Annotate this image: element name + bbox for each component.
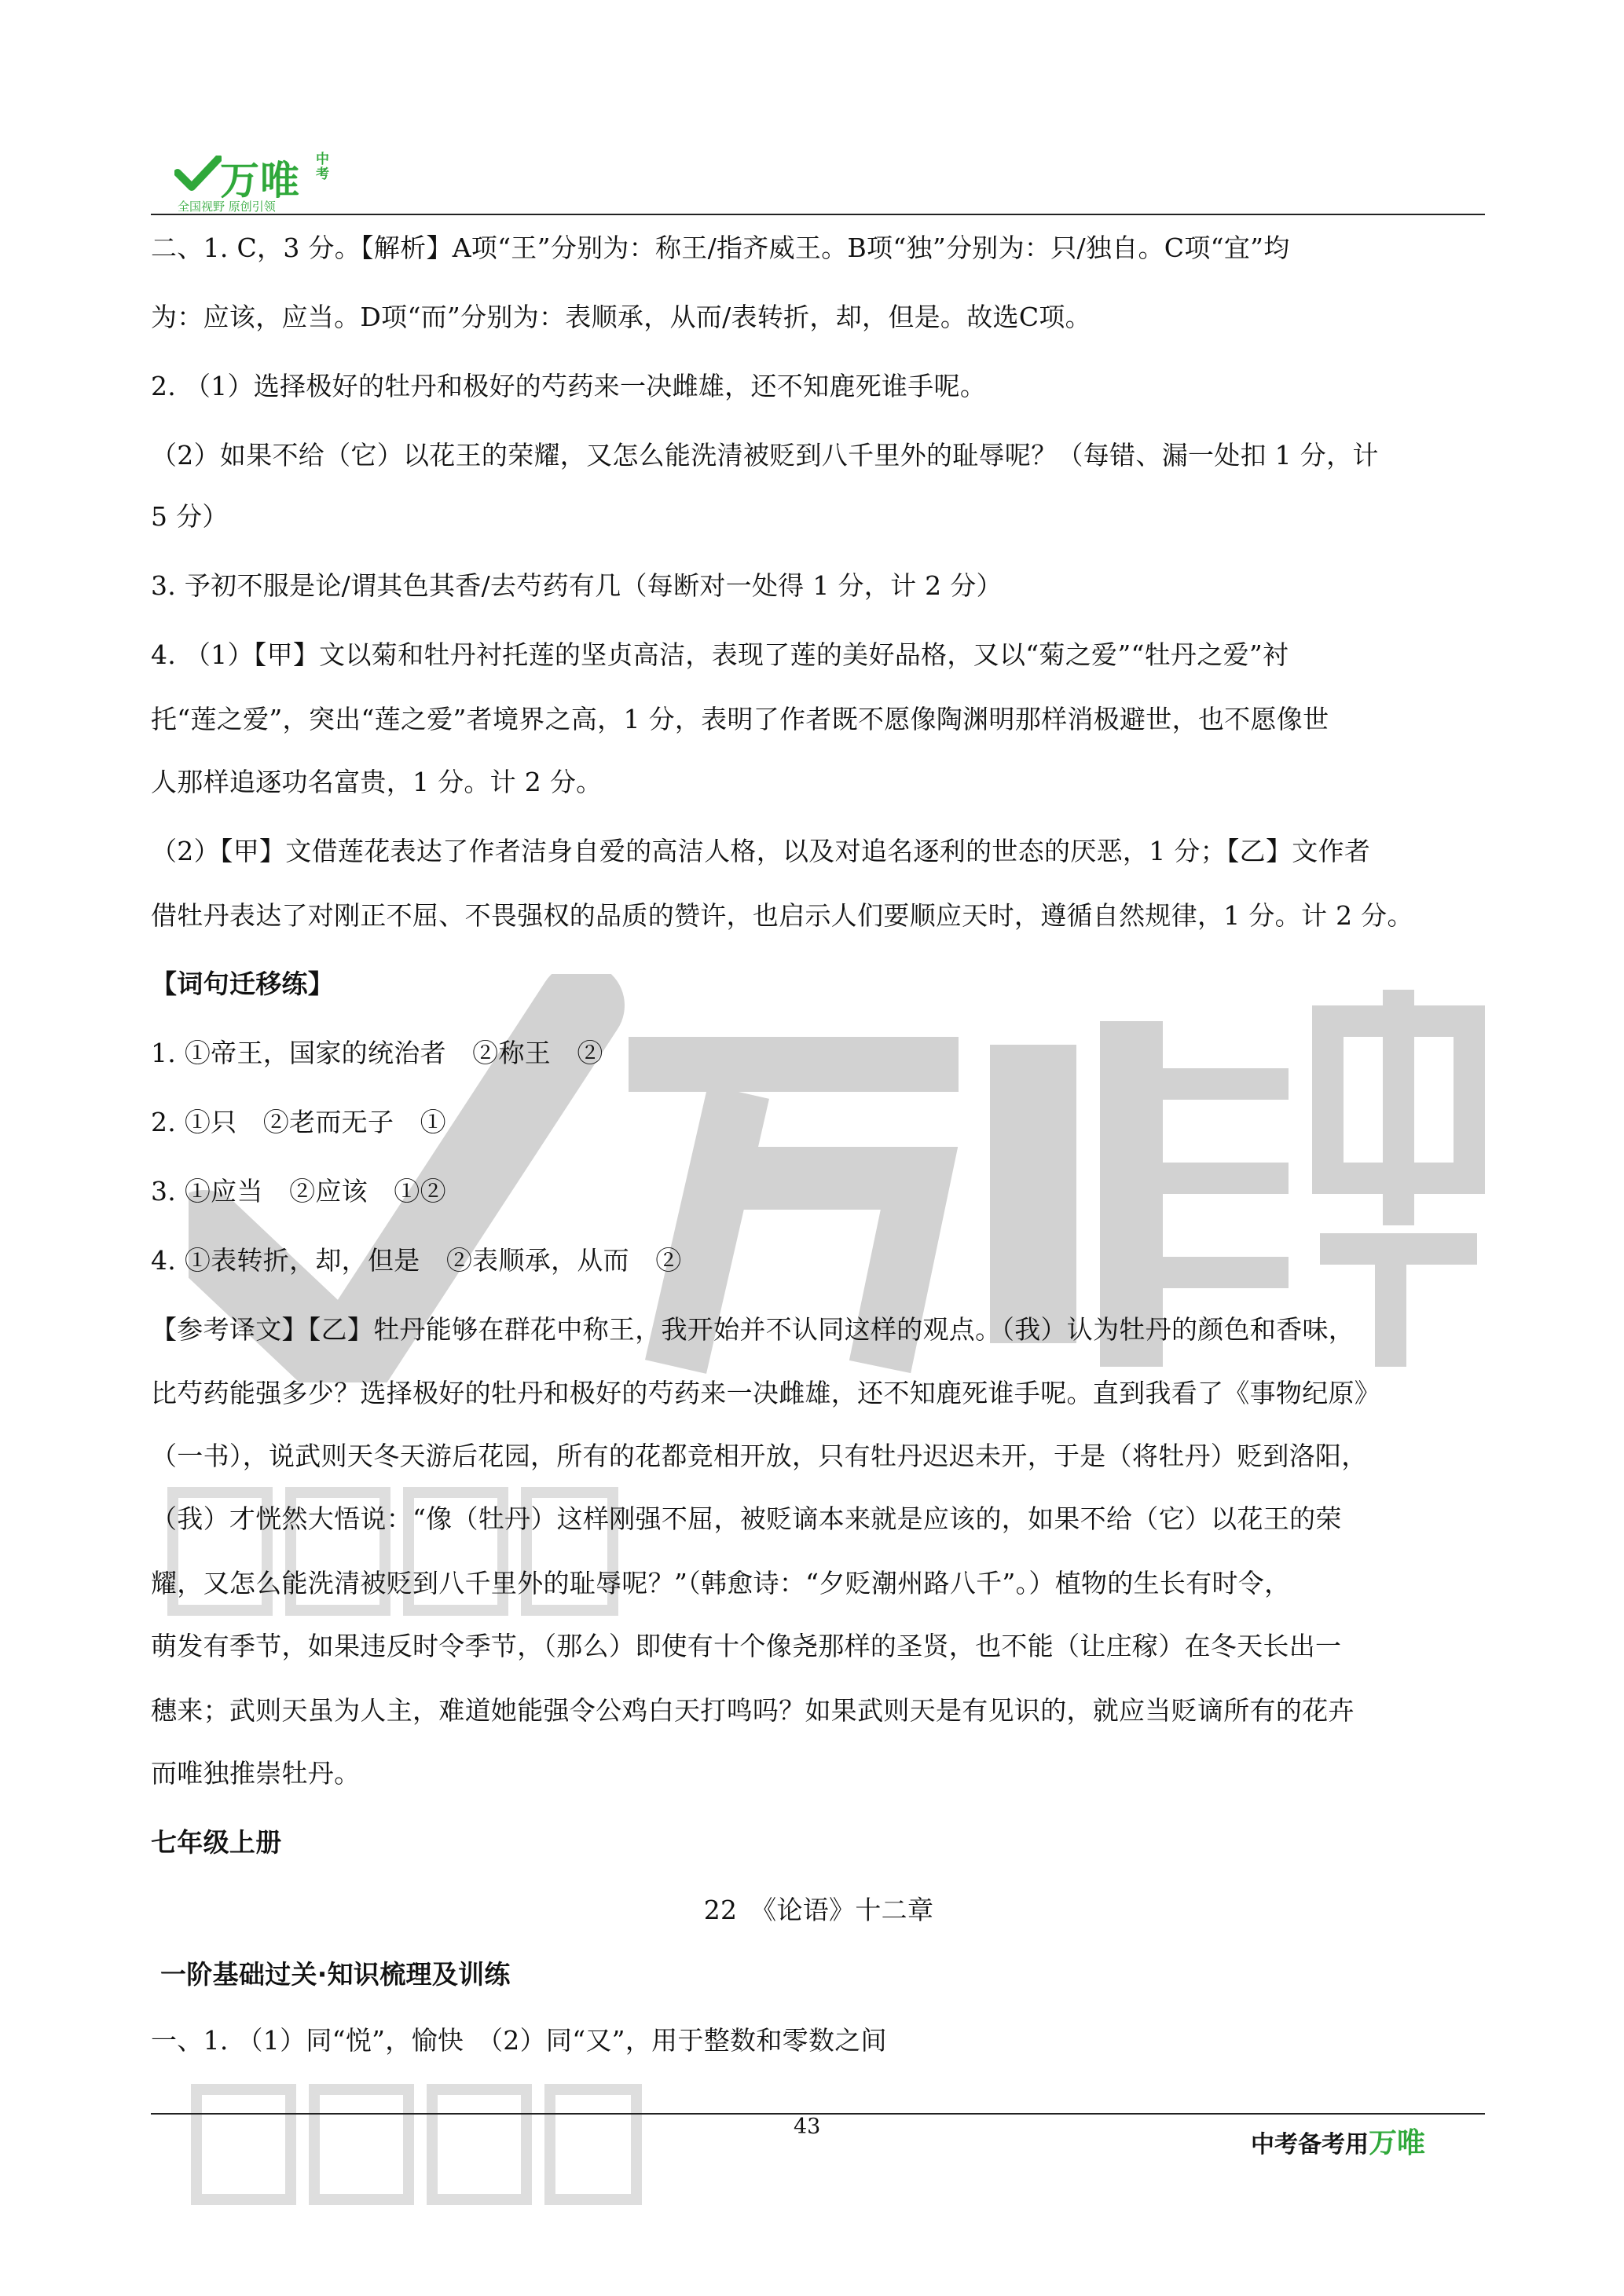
text-line: 1. ①帝王，国家的统治者 ②称王 ② [151,1038,603,1068]
text-line: 3. ①应当 ②应该 ①② [151,1176,446,1207]
text-line: 4. ①表转折，却，但是 ②表顺承，从而 ② [151,1245,682,1276]
text-line: （一书），说武则天冬天游后花园，所有的花都竞相开放，只有牡丹迟迟未开，于是（将牡丹）贬到洛阳， [151,1441,1368,1471]
footer-text: 中考备考用 [1251,2131,1369,2159]
text-line: 萌发有季节，如果违反时令季节，（那么）即使有十个像尧那样的圣贤，也不能（让庄稼）在冬天长出一 [151,1631,1342,1661]
text-line: 5 分） [151,501,229,532]
text-line: 2. （1）选择极好的牡丹和极好的芍药来一决雌雄，还不知鹿死谁手呢。 [151,371,987,401]
text-line: 而唯独推崇牡丹。 [151,1758,361,1789]
text-line: 一、1. （1）同“悦”，愉快 （2）同“又”，用于整数和零数之间 [151,2025,887,2056]
text-line: 【参考译文】【乙】牡丹能够在群花中称王，我开始并不认同这样的观点。（我）认为牡丹的颜色和香味， [151,1314,1355,1345]
text-line: 耀，又怎么能洗清被贬到八千里外的耻辱呢？”（韩愈诗：“夕贬潮州路八千”。）植物的生长有时令， [151,1568,1291,1598]
text-line: 2. ①只 ②老而无子 ① [151,1107,446,1137]
text-line: 借牡丹表达了对刚正不屈、不畏强权的品质的赞许，也启示人们要顺应天时，遵循自然规律，1 分。计 2 分。 [151,900,1413,931]
logo-sub: 中考 [316,152,329,182]
text-line: 为：应该，应当。D项“而”分别为：表顺承，从而/表转折，却，但是。故选C项。 [151,302,1091,332]
watermark-stamp-bottom [181,2066,652,2215]
text-line: 穗来；武则天虽为人主，难道她能强令公鸡白天打鸣吗？如果武则天是有见识的，就应当贬谪所有的花卉 [151,1695,1355,1726]
text-line: 托“莲之爱”，突出“莲之爱”者境界之高，1 分，表明了作者既不愿像陶渊明那样消极避世，也不愿像世 [151,704,1329,734]
header-divider [151,214,1485,215]
footer-label [1251,2121,1425,2161]
chapter-title: 22 《论语》十二章 [703,1895,934,1925]
logo-slogan: 全国视野 原创引领 [178,200,276,214]
text-line: 二、1. C，3 分。【解析】A项“王”分别为：称王/指齐威王。B项“独”分别为：只/独自。C项“宜”均 [151,233,1290,263]
checkmark-icon [174,156,222,192]
text-line: 3. 予初不服是论/谓其色其香/去芍药有几（每断对一处得 1 分，计 2 分） [151,570,1003,601]
text-line: 4. （1）【甲】文以菊和牡丹衬托莲的坚贞高洁，表现了莲的美好品格，又以“菊之爱”“牡丹之爱”衬 [151,639,1289,670]
text-line: 人那样追逐功名富贵，1 分。计 2 分。 [151,767,603,797]
text-line: （2）如果不给（它）以花王的荣耀，又怎么能洗清被贬到八千里外的耻辱呢？（每错、漏一处扣 1 分，计 [151,440,1379,471]
text-line: （我）才恍然大悟说：“像（牡丹）这样刚强不屈，被贬谪本来就是应该的，如果不给（它）以花王的荣 [151,1503,1342,1534]
subsection-heading: 一阶基础过关·知识梳理及训练 [160,1959,511,1990]
footer-brand: 万唯 [1369,2127,1426,2159]
text-line: 比芍药能强多少？选择极好的牡丹和极好的芍药来一决雌雄，还不知鹿死谁手呢。直到我看了《事物纪原》 [151,1378,1381,1408]
page-number: 43 [794,2115,821,2139]
section-heading: 【词句迁移练】 [151,969,335,999]
logo-name: 万唯 [220,158,300,203]
brand-logo [174,149,410,218]
watermark-stamp [157,1469,629,1626]
text-line: （2）【甲】文借莲花表达了作者洁身自爱的高洁人格，以及对追名逐利的世态的厌恶，1 分；【乙】文作者 [151,836,1371,866]
grade-heading: 七年级上册 [151,1827,282,1858]
